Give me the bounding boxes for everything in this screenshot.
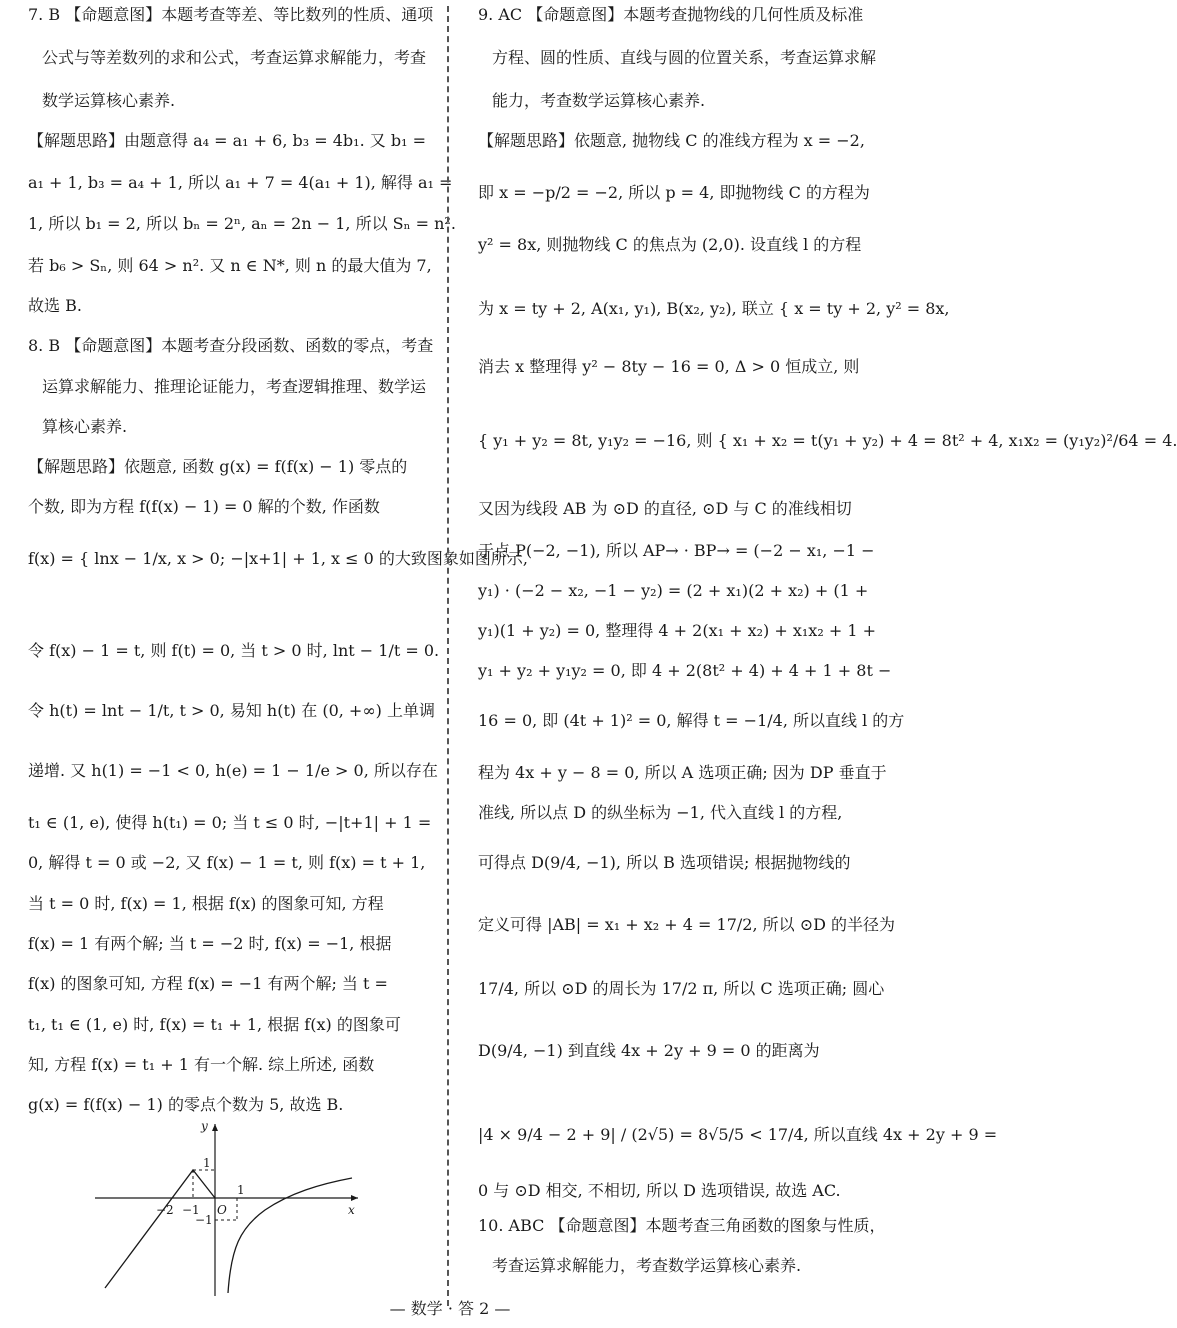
tick-neg2: −2 [156,1203,174,1217]
text-line: 知, 方程 f(x) = t₁ + 1 有一个解. 综上所述, 函数 [28,1055,375,1074]
text-line: 令 f(x) − 1 = t, 则 f(t) = 0, 当 t > 0 时, lnt − 1/t = 0. [28,641,440,660]
text-line: 数学运算核心素养. [42,91,176,110]
text-line: |4 × 9/4 − 2 + 9| / (2√5) = 8√5/5 < 17/4, 所以直线 4x + 2y + 9 = [478,1125,998,1144]
text-line: 准线, 所以点 D 的纵坐标为 −1, 代入直线 l 的方程, [478,803,843,822]
text-line: 又因为线段 AB 为 ⊙D 的直径, ⊙D 与 C 的准线相切 [478,499,852,518]
text-line: 17/4, 所以 ⊙D 的周长为 17/2 π, 所以 C 选项正确; 圆心 [478,979,885,998]
text-line: 公式与等差数列的求和公式，考查运算求解能力，考查 [42,48,427,67]
page-footer: — 数学 · 答 2 — [389,1299,511,1318]
text-line: 消去 x 整理得 y² − 8ty − 16 = 0, Δ > 0 恒成立, 则 [478,357,860,376]
text-line: 为 x = ty + 2, A(x₁, y₁), B(x₂, y₂), 联立 { x = ty + 2, y² = 8x, [478,299,950,318]
text-line: 10. ABC 【命题意图】本题考查三角函数的图象与性质， [478,1216,886,1235]
text-line: y² = 8x, 则抛物线 C 的焦点为 (2,0). 设直线 l 的方程 [478,235,862,254]
text-line: f(x) 的图象可知, 方程 f(x) = −1 有两个解; 当 t = [28,974,388,993]
text-line: 8. B 【命题意图】本题考查分段函数、函数的零点，考查 [28,336,434,355]
text-line: 方程、圆的性质、直线与圆的位置关系，考查运算求解 [492,48,877,67]
text-line: 1, 所以 b₁ = 2, 所以 bₙ = 2ⁿ, aₙ = 2n − 1, 所以 Sₙ = n². [28,214,456,233]
text-line: 16 = 0, 即 (4t + 1)² = 0, 解得 t = −1/4, 所以直线 l 的方 [478,711,905,730]
text-line: f(x) = { lnx − 1/x, x > 0; −|x+1| + 1, x ≤ 0 的大致图象如图所示, [28,549,529,568]
curve-right-piece [228,1178,352,1293]
text-line: y₁ + y₂ + y₁y₂ = 0, 即 4 + 2(8t² + 4) + 4 + 1 + 8t − [478,661,892,680]
x-axis-arrow [351,1195,358,1201]
text-line: 程为 4x + y − 8 = 0, 所以 A 选项正确; 因为 DP 垂直于 [478,763,887,782]
y-axis-label: y [201,1119,208,1133]
text-line: 能力，考查数学运算核心素养. [492,91,706,110]
text-line: g(x) = f(f(x) − 1) 的零点个数为 5, 故选 B. [28,1095,344,1114]
text-line: D(9/4, −1) 到直线 4x + 2y + 9 = 0 的距离为 [478,1041,820,1060]
text-line: 7. B 【命题意图】本题考查等差、等比数列的性质、通项 [28,5,434,24]
y-axis-arrow [212,1124,218,1131]
text-line: 可得点 D(9/4, −1), 所以 B 选项错误; 根据抛物线的 [478,853,851,872]
curve-left-piece [105,1170,215,1288]
text-line: 0 与 ⊙D 相交, 不相切, 所以 D 选项错误, 故选 AC. [478,1181,841,1200]
text-line: 故选 B. [28,296,82,315]
text-line: 个数, 即为方程 f(f(x) − 1) = 0 解的个数, 作函数 [28,497,380,516]
text-line: 令 h(t) = lnt − 1/t, t > 0, 易知 h(t) 在 (0, +∞) 上单调 [28,701,435,720]
text-line: t₁, t₁ ∈ (1, e) 时, f(x) = t₁ + 1, 根据 f(x) 的图象可 [28,1015,401,1034]
text-line: y₁)(1 + y₂) = 0, 整理得 4 + 2(x₁ + x₂) + x₁x₂ + 1 + [478,621,876,640]
text-line: 【解题思路】依题意, 抛物线 C 的准线方程为 x = −2, [478,131,865,150]
text-line: 算核心素养. [42,417,128,436]
text-line: 考查运算求解能力，考查数学运算核心素养. [492,1256,802,1275]
text-line: 【解题思路】依题意, 函数 g(x) = f(f(x) − 1) 零点的 [28,457,408,476]
x-axis-label: x [348,1203,355,1217]
text-line: { y₁ + y₂ = 8t, y₁y₂ = −16, 则 { x₁ + x₂ = t(y₁ + y₂) + 4 = 8t² + 4, x₁x₂ = (y₁y₂)²/64 = 4. [478,431,1177,450]
text-line: f(x) = 1 有两个解; 当 t = −2 时, f(x) = −1, 根据 [28,934,392,953]
tick-neg1-y: −1 [195,1213,213,1227]
function-graph [90,1118,365,1298]
text-line: 于点 P(−2, −1), 所以 AP→ · BP→ = (−2 − x₁, −1 − [478,541,875,560]
text-line: 0, 解得 t = 0 或 −2, 又 f(x) − 1 = t, 则 f(x) = t + 1, [28,853,426,872]
text-line: 即 x = −p/2 = −2, 所以 p = 4, 即抛物线 C 的方程为 [478,183,870,202]
text-line: 【解题思路】由题意得 a₄ = a₁ + 6, b₃ = 4b₁. 又 b₁ = [28,131,426,150]
text-line: t₁ ∈ (1, e), 使得 h(t₁) = 0; 当 t ≤ 0 时, −|t+1| + 1 = [28,813,432,832]
text-line: y₁) · (−2 − x₂, −1 − y₂) = (2 + x₁)(2 + x₂) + (1 + [478,581,869,600]
text-line: 当 t = 0 时, f(x) = 1, 根据 f(x) 的图象可知, 方程 [28,894,384,913]
text-line: 定义可得 |AB| = x₁ + x₂ + 4 = 17/2, 所以 ⊙D 的半径为 [478,915,896,934]
tick-1-x: 1 [237,1183,245,1197]
text-line: 9. AC 【命题意图】本题考查抛物线的几何性质及标准 [478,5,864,24]
tick-1-y: 1 [203,1156,211,1170]
tick-neg1: −1 [182,1203,200,1217]
text-line: 若 b₆ > Sₙ, 则 64 > n². 又 n ∈ N*, 则 n 的最大值为 7, [28,256,432,275]
text-line: a₁ + 1, b₃ = a₄ + 1, 所以 a₁ + 7 = 4(a₁ + 1), 解得 a₁ = [28,173,453,192]
text-line: 递增. 又 h(1) = −1 < 0, h(e) = 1 − 1/e > 0, 所以存在 [28,761,438,780]
text-line: 运算求解能力、推理论证能力，考查逻辑推理、数学运 [42,377,427,396]
column-divider [447,6,449,1306]
origin-label: O [217,1203,227,1217]
